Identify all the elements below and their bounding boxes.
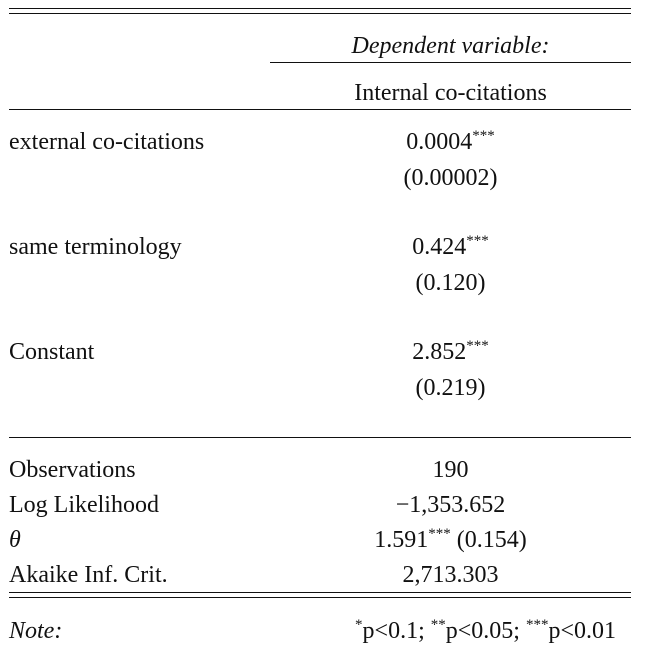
significance-stars: *** (466, 338, 489, 354)
coefficient-estimate: 2.852*** (412, 338, 489, 365)
significance-note: *p<0.1; **p<0.05; ***p<0.01 (355, 617, 616, 644)
stat-value: −1,353.652 (395, 492, 506, 518)
note-label: Note: (9, 618, 63, 644)
model-name-header: Internal co-citations (354, 80, 547, 106)
header-bottom-rule (9, 109, 631, 110)
coefficient-estimate: 0.424*** (412, 233, 489, 260)
variable-name: external co-citations (9, 129, 205, 155)
stat-value: 1.591*** (0.154) (374, 526, 527, 553)
standard-error: (0.00002) (403, 165, 498, 191)
coefficients-bottom-rule (9, 437, 631, 438)
bottom-rule-2 (9, 597, 631, 598)
variable-name: Constant (9, 339, 95, 365)
stat-label: θ (9, 527, 21, 553)
stat-value: 190 (432, 457, 469, 483)
top-rule-1 (9, 8, 631, 9)
significance-stars: *** (472, 128, 495, 144)
bottom-rule-1 (9, 592, 631, 593)
stat-label: Akaike Inf. Crit. (9, 562, 168, 588)
stat-label: Observations (9, 457, 136, 483)
significance-stars: *** (428, 526, 451, 542)
dependent-variable-header: Dependent variable: (351, 33, 550, 59)
header-underline (270, 62, 631, 63)
stat-label: Log Likelihood (9, 492, 159, 518)
top-rule-2 (9, 13, 631, 14)
stat-value: 2,713.303 (402, 562, 499, 588)
significance-stars: *** (466, 233, 489, 249)
coefficient-estimate: 0.0004*** (406, 128, 495, 155)
standard-error: (0.120) (415, 270, 486, 296)
standard-error: (0.219) (415, 375, 486, 401)
variable-name: same terminology (9, 234, 182, 260)
